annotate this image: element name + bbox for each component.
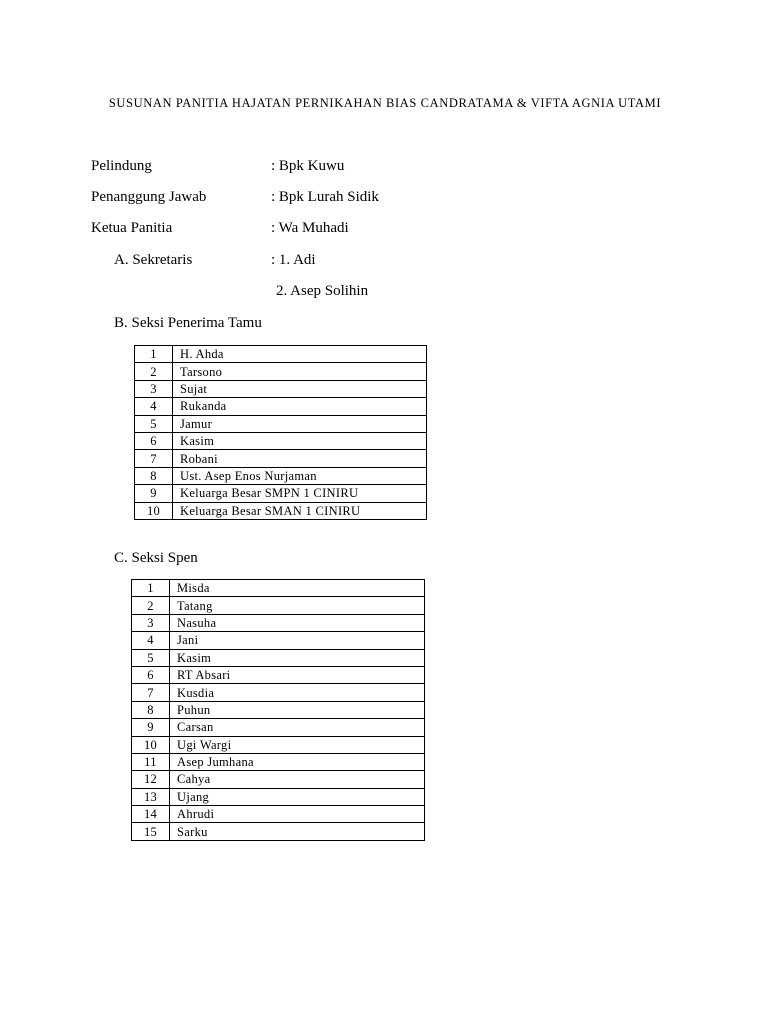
table-row	[135, 467, 427, 484]
row-number: 5	[135, 415, 173, 432]
row-name: Ujang	[170, 788, 425, 805]
row-name: Ahrudi	[170, 806, 425, 823]
row-number: 9	[135, 485, 173, 502]
row-number: 4	[132, 632, 170, 649]
table-row	[135, 450, 427, 467]
row-name: Ugi Wargi	[170, 736, 425, 753]
row-number: 8	[132, 701, 170, 718]
row-name: H. Ahda	[173, 346, 427, 363]
field-value: : Wa Muhadi	[271, 220, 349, 236]
row-number: 7	[132, 684, 170, 701]
row-number: 10	[132, 736, 170, 753]
table-row	[135, 502, 427, 519]
row-number: 3	[132, 614, 170, 631]
row-number: 8	[135, 467, 173, 484]
table-row	[135, 398, 427, 415]
row-number: 5	[132, 649, 170, 666]
field-label: Ketua Panitia	[91, 220, 173, 236]
row-name: Sarku	[170, 823, 425, 840]
row-number: 11	[132, 753, 170, 770]
table-row	[132, 684, 425, 701]
table-row	[132, 771, 425, 788]
row-name: Tarsono	[173, 363, 427, 380]
row-name: Carsan	[170, 719, 425, 736]
row-name: Ust. Asep Enos Nurjaman	[173, 467, 427, 484]
row-name: Tatang	[170, 597, 425, 614]
table-row	[132, 614, 425, 631]
row-number: 6	[132, 666, 170, 683]
row-name: Kasim	[170, 649, 425, 666]
row-name: Keluarga Besar SMAN 1 CINIRU	[173, 502, 427, 519]
table-row	[132, 806, 425, 823]
document-title: SUSUNAN PANITIA HAJATAN PERNIKAHAN BIAS CANDRATAMA & VIFTA AGNIA UTAMI	[108, 96, 662, 110]
row-number: 12	[132, 771, 170, 788]
row-name: Puhun	[170, 701, 425, 718]
field-label: A. Sekretaris	[114, 252, 193, 268]
field-value: : Bpk Kuwu	[271, 158, 345, 174]
section-b-heading: B. Seksi Penerima Tamu	[114, 315, 262, 331]
row-name: Jamur	[173, 415, 427, 432]
row-name: Jani	[170, 632, 425, 649]
field-value: : Bpk Lurah Sidik	[271, 189, 379, 205]
row-name: Misda	[170, 580, 425, 597]
table-seksi-spen	[131, 579, 425, 841]
row-number: 4	[135, 398, 173, 415]
row-number: 15	[132, 823, 170, 840]
table-row	[132, 580, 425, 597]
row-number: 3	[135, 380, 173, 397]
field-label: Pelindung	[91, 158, 152, 174]
row-name: Sujat	[173, 380, 427, 397]
row-number: 10	[135, 502, 173, 519]
row-name: RT Absari	[170, 666, 425, 683]
row-number: 14	[132, 806, 170, 823]
row-name: Keluarga Besar SMPN 1 CINIRU	[173, 485, 427, 502]
table-row	[132, 719, 425, 736]
table-row	[132, 736, 425, 753]
table-row	[135, 432, 427, 449]
table-penerima-tamu	[134, 345, 427, 520]
table-row	[132, 666, 425, 683]
table-row	[135, 380, 427, 397]
row-number: 2	[132, 597, 170, 614]
row-name: Kusdia	[170, 684, 425, 701]
table-row	[135, 485, 427, 502]
table-row	[132, 788, 425, 805]
row-number: 9	[132, 719, 170, 736]
row-number: 6	[135, 432, 173, 449]
row-number: 2	[135, 363, 173, 380]
table-row	[132, 701, 425, 718]
table-row	[135, 346, 427, 363]
row-number: 1	[132, 580, 170, 597]
row-name: Nasuha	[170, 614, 425, 631]
table-row	[135, 363, 427, 380]
row-number: 1	[135, 346, 173, 363]
row-name: Rukanda	[173, 398, 427, 415]
row-name: Kasim	[173, 432, 427, 449]
row-number: 13	[132, 788, 170, 805]
table-row	[135, 415, 427, 432]
row-name: Robani	[173, 450, 427, 467]
table-row	[132, 597, 425, 614]
table-row	[132, 753, 425, 770]
row-name: Cahya	[170, 771, 425, 788]
table-row	[132, 649, 425, 666]
field-label: Penanggung Jawab	[91, 189, 207, 205]
field-value: 2. Asep Solihin	[276, 283, 369, 299]
table-row	[132, 632, 425, 649]
field-value: : 1. Adi	[271, 252, 316, 268]
row-number: 7	[135, 450, 173, 467]
section-c-heading: C. Seksi Spen	[114, 550, 198, 566]
table-row	[132, 823, 425, 840]
row-name: Asep Jumhana	[170, 753, 425, 770]
